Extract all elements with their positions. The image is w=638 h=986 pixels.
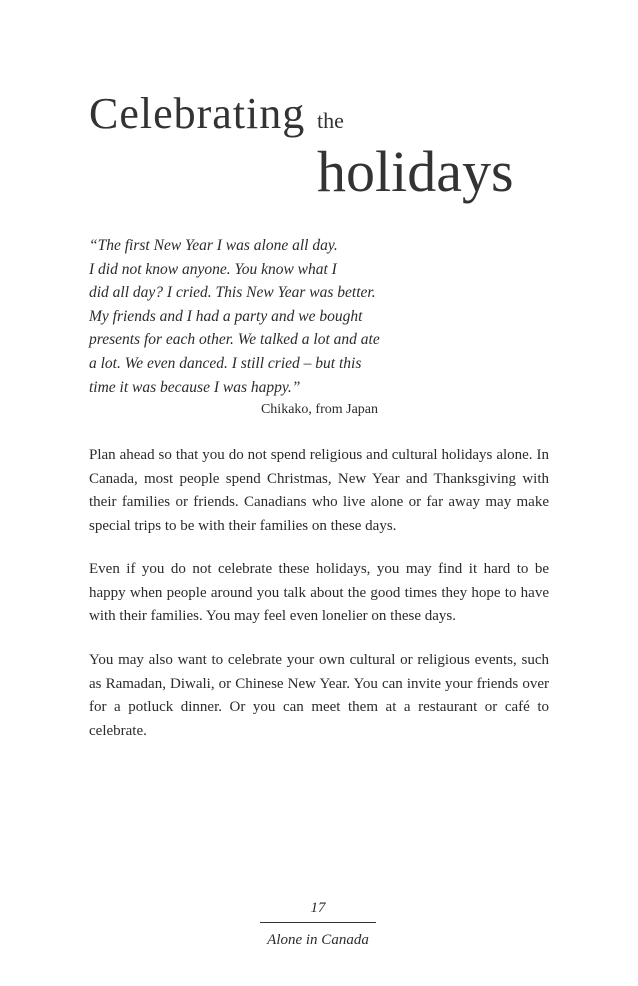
quote-line: I did not know anyone. You know what I: [89, 260, 337, 278]
quote-line: “The first New Year I was alone all day.: [89, 237, 338, 254]
testimonial-quote: [89, 234, 389, 399]
footer-divider: [260, 922, 376, 923]
quote-line: time it was because I was happy.”: [89, 378, 301, 396]
quote-line: presents for each other. We talked a lot and ate: [89, 331, 380, 349]
quote-line: My friends and I had a party and we bought: [89, 307, 363, 325]
heading-word-holidays: holidays: [317, 139, 514, 204]
heading-word-celebrating: Celebrating: [89, 89, 306, 138]
body-paragraph-3: You may also want to celebrate your own cultural or religious events, such as Ramadan, Diwali, or Chinese New Year. You can invite your friends over for a potluck dinner. Or you can meet them at a restaurant or café to celebrate.: [89, 652, 549, 739]
heading-word-the: the: [317, 108, 344, 133]
page-number: 17: [310, 900, 326, 916]
quote-line: did all day? I cried. This New Year was better.: [89, 284, 376, 302]
quote-attribution: Chikako, from Japan: [260, 402, 378, 417]
quote-line: a lot. We even danced. I still cried – but this: [89, 354, 362, 372]
body-paragraph-2: Even if you do not celebrate these holidays, you may find it hard to be happy when people around you talk about the good times they hope to have with their families. You may feel even lonelier on these days.: [89, 561, 549, 624]
footer-book-title: Alone in Canada: [267, 932, 369, 948]
body-paragraph-1: Plan ahead so that you do not spend religious and cultural holidays alone. In Canada, most people spend Christmas, New Year and Thanksgiving with their families or friends. Canadians who live alone or far away may make special trips to be with their families on these days.: [89, 447, 549, 534]
